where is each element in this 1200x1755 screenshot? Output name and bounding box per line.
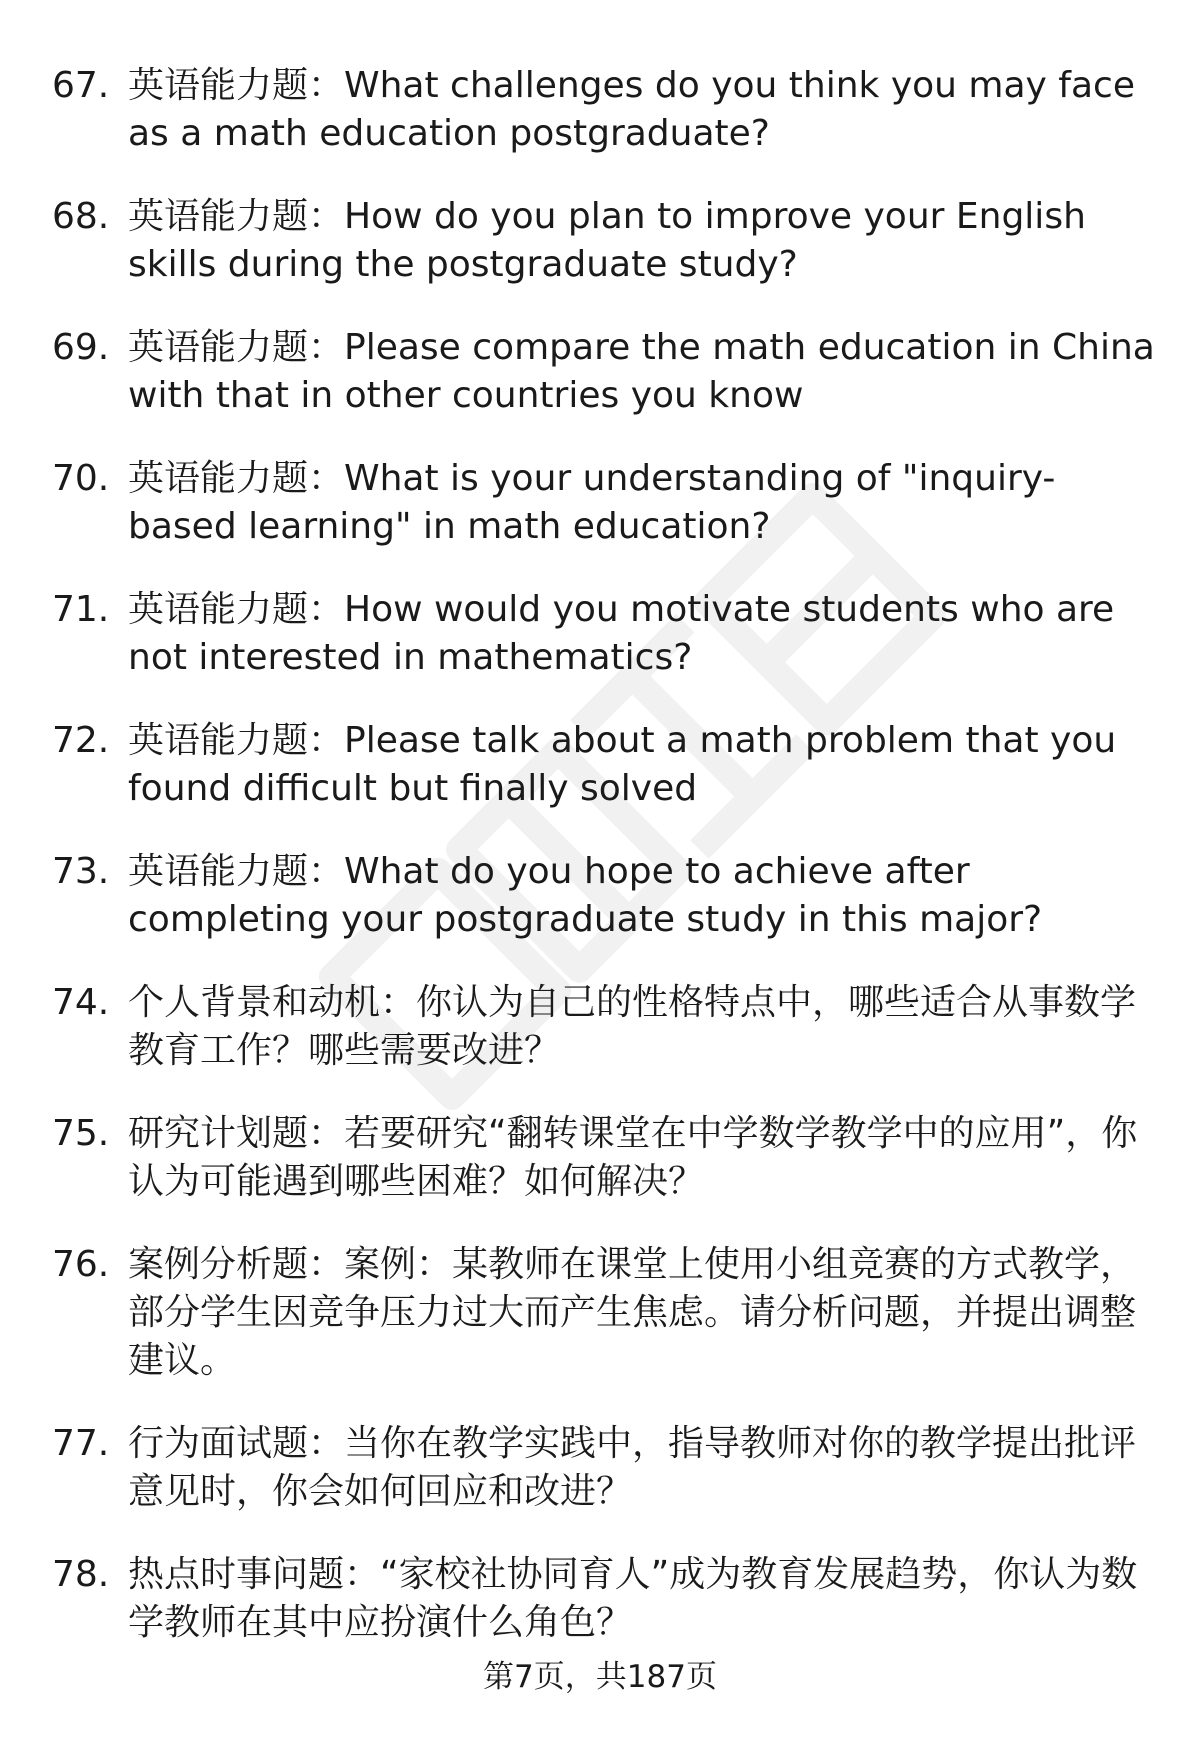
- question-text: 热点时事问题：“家校社协同育人”成为教育发展趋势，你认为数学教师在其中应扮演什么角色？: [128, 1554, 1138, 1643]
- question-number: 73.: [52, 851, 110, 892]
- question-text: 英语能力题：What is your understanding of "inquiry-based learning" in math education?: [128, 458, 1056, 547]
- question-text: 英语能力题：Please compare the math education in China with that in other countries you know: [128, 327, 1155, 416]
- question-text: 英语能力题：How would you motivate students who are not interested in mathematics?: [128, 589, 1115, 678]
- question-text: 英语能力题：Please talk about a math problem that you found difficult but finally solved: [128, 720, 1117, 809]
- question-item: [0, 1420, 1200, 1516]
- question-text: 英语能力题：What challenges do you think you may face as a math education postgraduate?: [128, 65, 1135, 154]
- question-list: [0, 62, 1200, 1682]
- question-text: 案例分析题：案例：某教师在课堂上使用小组竞赛的方式教学，部分学生因竞争压力过大而产生焦虑。请分析问题，并提出调整建议。: [128, 1244, 1137, 1381]
- question-number: 68.: [52, 196, 110, 237]
- question-number: 67.: [52, 65, 110, 106]
- question-item: [0, 717, 1200, 813]
- question-text: 英语能力题：How do you plan to improve your English skills during the postgraduate study?: [128, 196, 1086, 285]
- question-item: [0, 1110, 1200, 1206]
- question-number: 75.: [52, 1113, 110, 1154]
- page-number-footer: 第7页，共187页: [483, 1659, 717, 1695]
- question-number: 69.: [52, 327, 110, 368]
- question-item: [0, 324, 1200, 420]
- question-number: 70.: [52, 458, 110, 499]
- question-number: 78.: [52, 1554, 110, 1595]
- question-item: [0, 455, 1200, 551]
- question-item: [0, 193, 1200, 289]
- question-item: [0, 1241, 1200, 1385]
- question-item: [0, 62, 1200, 158]
- question-number: 72.: [52, 720, 110, 761]
- question-item: [0, 848, 1200, 944]
- question-item: [0, 979, 1200, 1075]
- question-number: 74.: [52, 982, 110, 1023]
- question-text: 研究计划题：若要研究“翻转课堂在中学数学教学中的应用”，你认为可能遇到哪些困难？如何解决？: [128, 1113, 1138, 1202]
- question-text: 行为面试题：当你在教学实践中，指导教师对你的教学提出批评意见时，你会如何回应和改进？: [128, 1423, 1137, 1512]
- question-text: 英语能力题：What do you hope to achieve after completing your postgraduate study in this major?: [128, 851, 1043, 940]
- question-text: 个人背景和动机：你认为自己的性格特点中，哪些适合从事数学教育工作？哪些需要改进？: [128, 982, 1137, 1071]
- question-number: 71.: [52, 589, 110, 630]
- question-item: [0, 586, 1200, 682]
- question-number: 77.: [52, 1423, 110, 1464]
- question-item: [0, 1551, 1200, 1647]
- question-number: 76.: [52, 1244, 110, 1285]
